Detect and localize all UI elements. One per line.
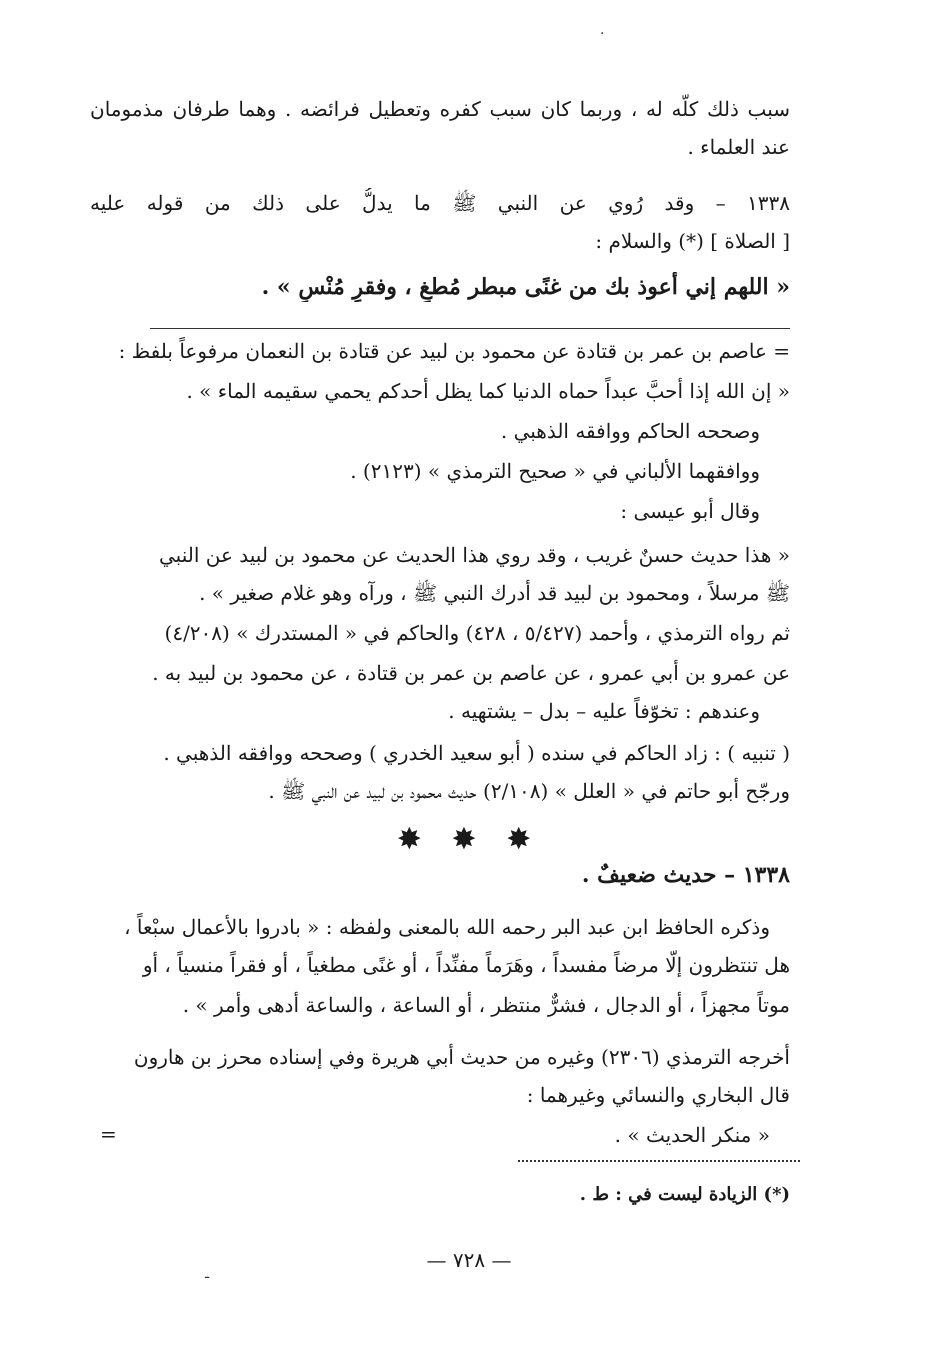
note-line: ( تنبيه ) : زاد الحاكم في سنده ( أبو سعيد الخدري ) وصححه ووافقه الذهبي . bbox=[163, 741, 790, 765]
note-line: عن عمرو بن أبي عمرو ، عن عاصم بن عمر بن قتادة ، عن محمود بن لبيد به . bbox=[152, 661, 790, 685]
main-text-line: عند العلماء . bbox=[687, 135, 790, 159]
note-line: = عاصم بن عمر بن قتادة عن محمود بن لبيد عن قتادة بن النعمان مرفوعاً بلفظ : bbox=[118, 339, 790, 363]
page-number: — ٧٢٨ — bbox=[426, 1248, 512, 1272]
section-text-line: « منكر الحديث » . bbox=[614, 1123, 770, 1147]
footnote: (*) الزيادة ليست في : ط . bbox=[579, 1184, 790, 1205]
note-line: ثم رواه الترمذي ، وأحمد (٥/٤٢٧ ، ٤٢٨) والحاكم في « المستدرك » (٤/٢٠٨) bbox=[164, 621, 790, 645]
note-line: « هذا حديث حسنٌ غريب ، وقد روي هذا الحديث عن محمود بن لبيد عن النبي bbox=[159, 543, 790, 567]
note-line: وعندهم : تخوّفاً عليه – بدل – يشتهيه . bbox=[448, 699, 760, 723]
note-line: ووافقهما الألباني في « صحيح الترمذي » (٢١٢٣) . bbox=[350, 459, 760, 483]
footnote-dotted-divider bbox=[518, 1160, 800, 1162]
note-line: « إن الله إذا أحبَّ عبداً حماه الدنيا كما يظل أحدكم يحمي سقيمه الماء » . bbox=[186, 379, 790, 403]
section-heading: ١٣٣٨ – حديث ضعيفٌ . bbox=[581, 862, 790, 888]
note-line: ورجّح أبو حاتم في « العلل » (٢/١٠٨) حديث محمود بن لبيد عن النبي ﷺ . bbox=[268, 779, 790, 803]
hadith-intro-line: ١٣٣٨ – وقد رُوي عن النبي ﷺ ما يدلُّ على ذلك من قوله عليه bbox=[90, 191, 790, 215]
book-page: . سبب ذلك كلّه له ، وربما كان سبب كفره وتعطيل فرائضه . وهما طرفان مذمومان عند العلماء . ١٣٣٨ – وقد رُوي عن النبي ﷺ ما يدلُّ على ذلك من قوله عليه [ الصلاة ] (*) والسلام : « اللهم إني أعوذ بك من غنًى مبطر مُطغٍ ، وفقرٍ مُنْسٍ » . = عاصم بن عمر بن قتادة عن محمود بن لبيد عن قتادة بن النعمان مرفوعاً بلفظ : « إن الله إذا أحبَّ عبداً حماه الدنيا كما يظل أحدكم يحمي سقيمه الماء » . وصححه الحاكم ووافقه الذهبي . ووافقهما الألباني في « صحيح الترمذي » (٢١٢٣) . وقال أبو عيسى : « هذا حديث حسنٌ غريب ، وقد روي هذا الحديث عن محمود بن لبيد عن النبي ﷺ مرسلاً ، ومحمود بن لبيد قد أدرك النبي ﷺ ، ورآه وهو غلام صغير » . ثم رواه الترمذي ، وأحمد (٥/٤٢٧ ، ٤٢٨) والحاكم في « المستدرك » (٤/٢٠٨) عن عمرو بن أبي عمرو ، عن عاصم بن عمر بن قتادة ، عن محمود بن لبيد به . وعندهم : تخوّفاً عليه – بدل – يشتهيه . ( تنبيه ) : زاد الحاكم في سنده ( أبو سعيد الخدري ) وصححه ووافقه الذهبي . ورجّح أبو حاتم في « العلل » (٢/١٠٨) حديث محمود بن لبيد عن النبي ﷺ . ✸ ✸ ✸ ١٣٣٨ – حديث ضعيفٌ . وذكره الحافظ ابن عبد البر رحمه الله بالمعنى ولفظه : « بادروا بالأعمال سبْعاً ، هل تنتظرون إلَّا مرضاً مفسداً ، وهَرَماً مفنِّداً ، أو غنًى مطغياً ، أو فقراً منسياً ، أو موتاً مجهزاً ، أو الدجال ، فشرٌّ منتظر ، أو الساعة ، والساعة أدهى وأمر » . أخرجه الترمذي (٢٣٠٦) وغيره من حديث أبي هريرة وفي إسناده محرز بن هارون قال البخاري والنسائي وغيرهما : « منكر الحديث » . = (*) الزيادة ليست في : ط . — ٧٢٨ — ـ bbox=[0, 0, 938, 1358]
note-line: وصححه الحاكم ووافقه الذهبي . bbox=[500, 419, 760, 443]
hadith-intro-line: [ الصلاة ] (*) والسلام : bbox=[595, 229, 790, 253]
hadith-quote: « اللهم إني أعوذ بك من غنًى مبطر مُطغٍ ، وفقرٍ مُنْسٍ » . bbox=[261, 274, 790, 300]
main-text-line: سبب ذلك كلّه له ، وربما كان سبب كفره وتعطيل فرائضه . وهما طرفان مذمومان bbox=[90, 97, 790, 121]
continuation-mark: = bbox=[100, 1122, 117, 1146]
section-text-line: أخرجه الترمذي (٢٣٠٦) وغيره من حديث أبي هريرة وفي إسناده محرز بن هارون bbox=[133, 1045, 790, 1069]
note-line: وقال أبو عيسى : bbox=[620, 499, 760, 523]
section-text-line: موتاً مجهزاً ، أو الدجال ، فشرٌّ منتظر ، أو الساعة ، والساعة أدهى وأمر » . bbox=[182, 993, 790, 1017]
section-separator: ✸ ✸ ✸ bbox=[396, 822, 542, 857]
section-text-line: هل تنتظرون إلَّا مرضاً مفسداً ، وهَرَماً مفنِّداً ، أو غنًى مطغياً ، أو فقراً منسياً ، أو bbox=[142, 953, 790, 977]
section-text-line: وذكره الحافظ ابن عبد البر رحمه الله بالمعنى ولفظه : « بادروا بالأعمال سبْعاً ، bbox=[124, 915, 770, 939]
section-text-line: قال البخاري والنسائي وغيرهما : bbox=[526, 1083, 790, 1107]
footnote-divider bbox=[150, 328, 790, 329]
note-line: ﷺ مرسلاً ، ومحمود بن لبيد قد أدرك النبي ﷺ ، ورآه وهو غلام صغير » . bbox=[199, 581, 790, 605]
